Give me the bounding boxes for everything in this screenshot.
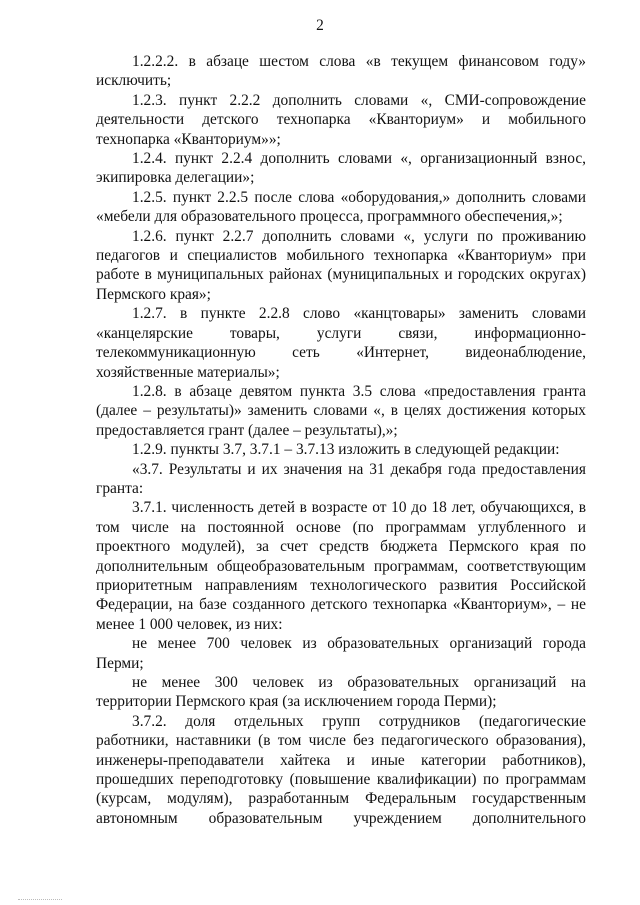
- paragraph-1-2-2-2: 1.2.2.2. в абзаце шестом слова «в текущем финансовом году» исключить;: [96, 53, 586, 90]
- paragraph-1-2-4: 1.2.4. пункт 2.2.4 дополнить словами «, организационный взнос, экипировка делегации»;: [96, 150, 586, 187]
- paragraph-1-2-5: 1.2.5. пункт 2.2.5 после слова «оборудования,» дополнить словами «мебели для образовательного процесса, программного обеспечения,»;: [96, 188, 586, 226]
- scan-artifact: [18, 896, 62, 900]
- paragraph-1-2-8: 1.2.8. в абзаце девятом пункта 3.5 слова «предоставления гранта (далее – результаты)» заменить словами «, в целях достижения которых предоставляется грант (далее – результаты),»;: [96, 382, 586, 439]
- page-number: 2: [316, 17, 324, 34]
- paragraph-3-7-2: 3.7.2. доля отдельных групп сотрудников (педагогические работники, наставники (в том числе без педагогического образования), инженеры-преподаватели хайтека и иные категории работников), прошедших переподготовку (повышение квалификации) по программам (курсам, модулям), разработанным Федеральным государственным автономным образовательным учреждением дополнительного: [96, 712, 586, 827]
- paragraph-1-2-7: 1.2.7. в пункте 2.2.8 слово «канцтовары» заменить словами «канцелярские товары, услуги связи, информационно-телекоммуникационную сеть «Интернет, видеонаблюдение, хозяйственные материалы»;: [96, 305, 586, 381]
- paragraph-1-2-3: 1.2.3. пункт 2.2.2 дополнить словами «, СМИ-сопровождение деятельности детского технопарка «Кванториум» и мобильного технопарка «Кванториум»»;: [96, 91, 586, 148]
- paragraph-1-2-6: 1.2.6. пункт 2.2.7 дополнить словами «, услуги по проживанию педагогов и специалистов мобильного технопарка «Кванториум» при работе в муниципальных районах (муниципальных и городских округах) Пермского края»;: [96, 227, 586, 303]
- paragraph-3-7-1: 3.7.1. численность детей в возрасте от 10 до 18 лет, обучающихся, в том числе на постоянной основе (по программам углубленного и проектного модулей), за счет средств бюджета Пермского края по дополнительным общеобразовательным программам, соответствующим приоритетным направлениям технологического развития Российской Федерации, на базе созданного детского технопарка «Кванториум», – не менее 1 000 человек, из них:: [96, 499, 586, 633]
- document-body: [96, 52, 586, 828]
- paragraph-1-2-9: 1.2.9. пункты 3.7, 3.7.1 – 3.7.13 изложить в следующей редакции:: [132, 441, 560, 459]
- paragraph-3-7-1-perm: не менее 700 человек из образовательных организаций города Перми;: [96, 635, 586, 672]
- paragraph-3-7: «3.7. Результаты и их значения на 31 декабря года предоставления гранта:: [96, 460, 586, 497]
- paragraph-3-7-1-region: не менее 300 человек из образовательных организаций на территории Пермского края (за исключением города Перми);: [96, 674, 586, 711]
